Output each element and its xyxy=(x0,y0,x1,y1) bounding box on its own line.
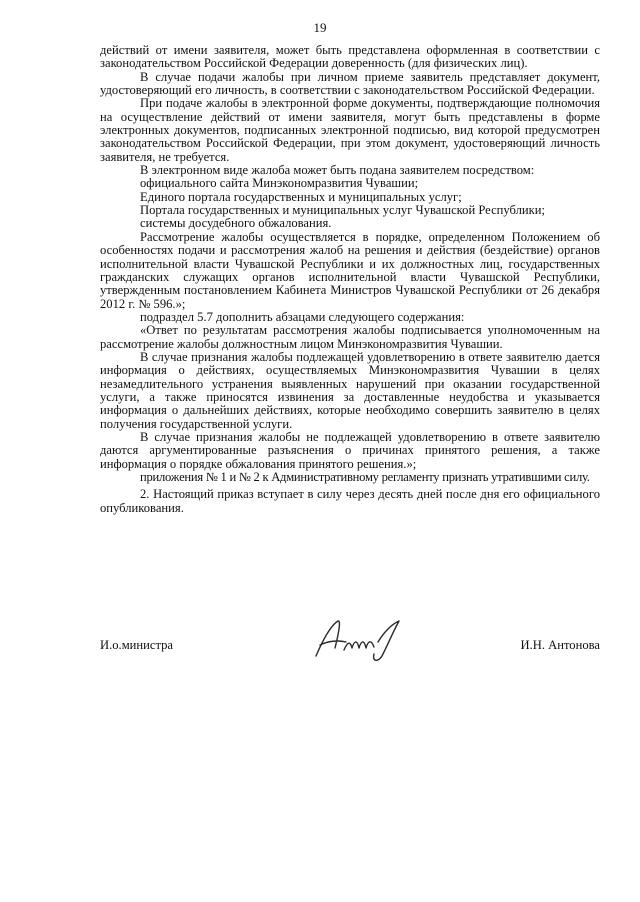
paragraph-appendices-void: приложения № 1 и № 2 к Административному регламенту признать утратившими силу. xyxy=(140,470,590,484)
paragraph-personal-reception: В случае подачи жалобы при личном приеме заявитель представляет документ, удостоверяющий его личность, в соответствии с законодательством Российской Федерации. xyxy=(100,69,600,98)
paragraph-electronic-documents: При подаче жалобы в электронной форме документы, подтверждающие полномочия на осуществление действий от имени заявителя, могут быть представлены в форме электронных документов, подписанных электронной подписью, вид которой предусмотрен законодательством Российской Федерации, при этом документ, удостоверяющий личность заявителя, не требуется. xyxy=(100,96,600,164)
paragraph-complaint-rejected: В случае признания жалобы не подлежащей удовлетворению в ответе заявителю даются аргументированные разъяснения о причинах принятого решения, а также информация о порядке обжалования принятого решения.»; xyxy=(100,429,600,471)
paragraph-response-signature: «Ответ по результатам рассмотрения жалобы подписывается уполномоченным на рассмотрение жалобы должностным лицом Минэкономразвития Чувашии. xyxy=(100,323,600,351)
list-item-regional-portal: Портала государственных и муниципальных услуг Чувашской Республики; xyxy=(140,203,546,218)
list-item-official-site: официального сайта Минэкономразвития Чувашии; xyxy=(140,176,419,191)
document-body xyxy=(100,44,600,515)
signature-block xyxy=(100,612,600,664)
signer-position: И.о.министра xyxy=(100,638,174,652)
list-item-unified-portal: Единого портала государственных и муниципальных услуг; xyxy=(140,189,462,204)
paragraph-power-of-attorney: действий от имени заявителя, может быть представлена оформленная в соответствии с законодательством Российской Федерации доверенность (для физических лиц). xyxy=(100,43,600,71)
list-item-pretrial-system: системы досудебного обжалования. xyxy=(140,216,332,231)
paragraph-complaint-satisfied: В случае признания жалобы подлежащей удовлетворению в ответе заявителю дается информация о действиях, осуществляемых Минэкономразвития Чувашии в целях незамедлительного устранения выявленных нарушений при оказании государственной услуги, а также приносятся извинения за доставленные неудобства и указывается информация о дальнейших действиях, которые необходимо совершить заявителю в целях получения государственной услуги. xyxy=(100,349,600,431)
handwritten-signature xyxy=(308,612,408,664)
page-number: 19 xyxy=(313,20,327,35)
paragraph-subsection-amendment: подраздел 5.7 дополнить абзацами следующего содержания: xyxy=(140,309,465,324)
signer-name: И.Н. Антонова xyxy=(520,638,600,652)
paragraph-review-procedure: Рассмотрение жалобы осуществляется в порядке, определенном Положением об особенностях подачи и рассмотрения жалоб на решения и действия (бездействие) органов исполнительной власти Чувашской Республики и их должностных лиц, государственных гражданских служащих органов исполнительной власти Чувашской Республики, утвержденным постановлением Кабинета Министров Чувашской Республики от 26 декабря 2012 г. № 596.»; xyxy=(100,229,600,311)
paragraph-entry-into-force: 2. Настоящий приказ вступает в силу через десять дней после дня его официального опубликования. xyxy=(100,487,600,515)
paragraph-electronic-channels: В электронном виде жалоба может быть подана заявителем посредством: xyxy=(140,163,535,178)
